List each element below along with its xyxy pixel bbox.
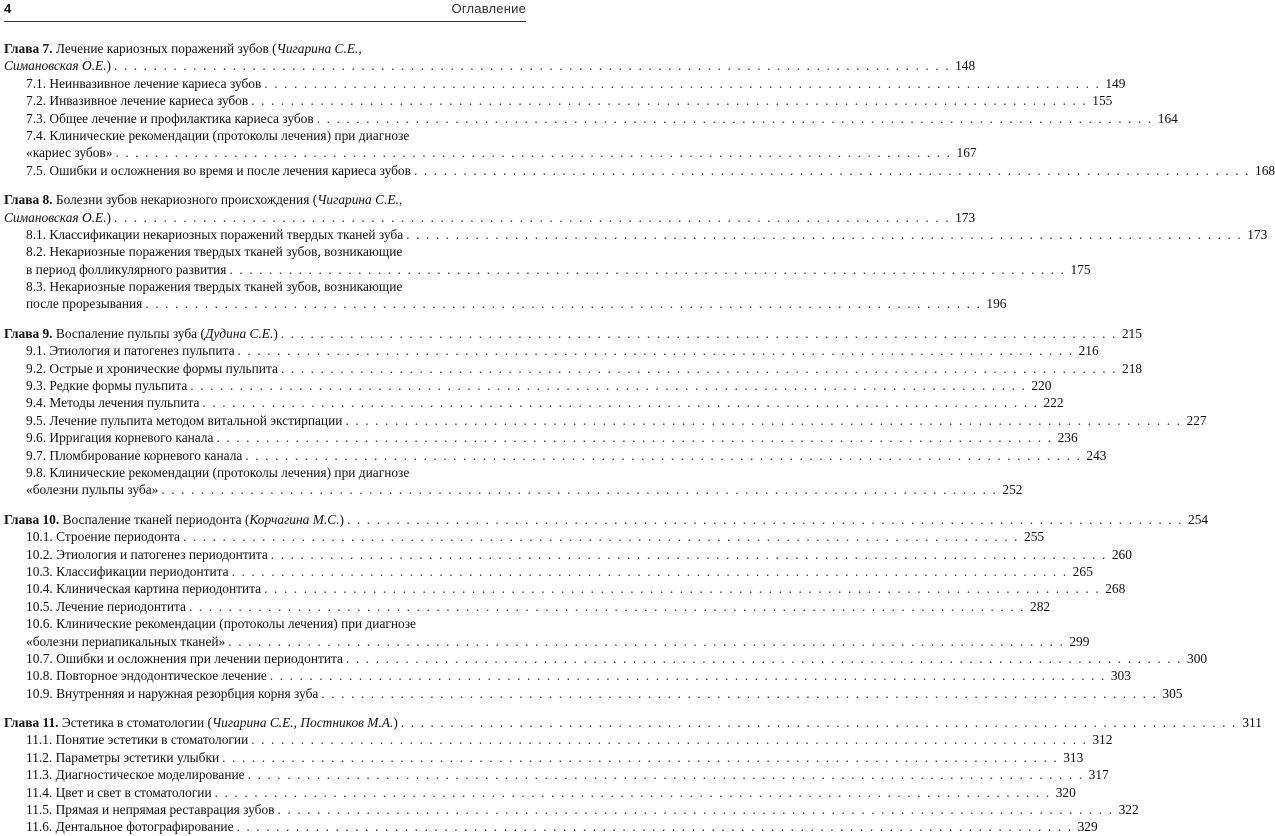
toc-entry [4,464,498,481]
entry-title: 8.3. Некариозные поражения твердых тканей зубов, возникающие [26,279,403,295]
chapter-heading [4,325,1142,342]
chapter-title-text [4,714,398,731]
toc-entry [4,162,1275,179]
page-ref: 320 [1055,784,1076,800]
entry-title-cont: «болезни пульпы зуба» [26,482,159,498]
entry-title: 8.1. Классификации некариозных поражений твердых тканей зуба [26,226,404,242]
toc-entry [4,110,1178,127]
leader-dots [190,377,1026,394]
toc-entry-cont [4,144,977,161]
entry-title-cont: «кариес зубов» [26,145,113,161]
page-ref: 168 [1255,162,1275,178]
page-ref: 227 [1186,412,1207,428]
leader-dots [115,144,951,161]
entry-title: 9.7. Пломбирование корневого канала [26,447,243,463]
toc-entry-cont [4,481,1023,498]
toc-entry [4,580,1126,597]
page-ref: 255 [1024,529,1045,545]
page-ref: 222 [1043,395,1064,411]
leader-dots [238,342,1074,359]
leader-dots [229,261,1065,278]
leader-dots [281,360,1117,377]
chapter-authors: Дудина С.Е. [204,325,274,341]
toc-entry [4,75,1126,92]
chapter-close: ) [106,209,111,225]
toc-entry [4,784,1076,801]
entry-title: 11.4. Цвет и свет в стоматологии [26,784,212,800]
entry-title: 8.2. Некариозные поражения твердых тканей зубов, возникающие [26,244,403,260]
chapter-title: Эстетика в стоматологии ( [58,715,212,731]
leader-dots [347,511,1183,528]
chapter-title-text [4,191,402,208]
page-ref: 216 [1078,343,1099,359]
entry-title: 10.4. Клиническая картина периодонтита [26,581,262,597]
entry-title: 11.2. Параметры эстетики улыбки [26,749,220,765]
entry-title: 9.2. Острые и хронические формы пульпита [26,360,278,376]
entry-title-cont: «болезни периапикальных тканей» [26,633,226,649]
toc-entry [4,818,1098,835]
page-ref: 300 [1187,650,1208,666]
page-ref: 312 [1092,732,1113,748]
entry-title: 10.2. Этиология и патогенез периодонтита [26,546,268,562]
toc-entry [4,92,1113,109]
entry-title: 11.1. Понятие эстетики в стоматологии [26,732,249,748]
toc-entry [4,528,1045,545]
chapter-title-text [4,325,278,342]
toc-entry-cont [4,261,1091,278]
entry-title: 7.5. Ошибки и осложнения во время и после лечения кариеса зубов [26,162,411,178]
leader-dots [183,528,1019,545]
page-ref: 260 [1111,546,1132,562]
leader-dots [281,325,1117,342]
page-header [4,0,526,22]
page-ref: 265 [1072,563,1093,579]
entry-title: 9.5. Лечение пульпита методом витальной экстирпации [26,412,343,428]
leader-dots [245,447,1081,464]
toc-entry [4,429,1078,446]
leader-dots [401,714,1237,731]
entry-title: 9.4. Методы лечения пульпита [26,395,200,411]
page-ref: 164 [1157,110,1178,126]
entry-title: 9.1. Этиология и патогенез пульпита [26,343,235,359]
entry-title: 7.4. Клинические рекомендации (протоколы лечения) при диагнозе [26,127,410,143]
leader-dots [264,75,1100,92]
page-ref: 175 [1070,261,1091,277]
page-ref: 148 [955,58,976,74]
page-ref: 299 [1069,633,1090,649]
chapter-authors: Чигарина С.Е., [317,192,403,208]
toc-entry [4,278,498,295]
page-ref: 282 [1030,598,1051,614]
leader-dots [317,110,1153,127]
chapter-label: Глава 11. [4,715,59,731]
page-ref: 167 [956,145,977,161]
entry-title: 11.6. Дентальное фотографирование [26,819,234,835]
toc-entry [4,447,1107,464]
entry-title: 11.3. Диагностическое моделирование [26,767,245,783]
toc-entry [4,412,1207,429]
entry-title: 10.5. Лечение периодонтита [26,598,186,614]
page-ref: 305 [1162,685,1183,701]
page-ref: 236 [1057,430,1078,446]
chapter-title-cont [4,57,111,74]
page-ref: 149 [1105,75,1126,91]
table-of-contents [4,40,1275,836]
chapter-title-text [4,40,362,57]
leader-dots [271,546,1107,563]
leader-dots [264,580,1100,597]
page-ref: 155 [1092,93,1113,109]
leader-dots [217,429,1053,446]
chapter-close: ) [393,715,398,731]
toc-entry [4,598,1051,615]
leader-dots [345,412,1181,429]
chapter-heading-cont [4,57,976,74]
toc-entry [4,801,1139,818]
page-ref: 173 [1247,226,1268,242]
chapter-label: Глава 8. [4,192,53,208]
toc-entry [4,667,1131,684]
chapter-label: Глава 9. [4,325,53,341]
chapter-heading [4,511,1209,528]
chapter-gap [4,499,498,511]
entry-title: 10.8. Повторное эндодонтическое лечение [26,668,267,684]
chapter-label: Глава 7. [4,41,53,56]
leader-dots [202,394,1038,411]
leader-dots [161,481,997,498]
chapter-authors-cont: Симановская О.Е. [4,209,107,225]
page-ref: 322 [1118,802,1139,818]
chapter-gap [4,179,498,191]
page-ref: 243 [1086,447,1107,463]
chapter-gap [4,313,498,325]
page-ref: 252 [1002,482,1023,498]
toc-entry [4,226,1268,243]
toc-entry [4,360,1143,377]
entry-title: 9.3. Редкие формы пульпита [26,378,188,394]
page-ref: 329 [1077,819,1098,835]
toc-entry [4,394,1064,411]
page-ref: 173 [955,209,976,225]
entry-title: 10.6. Клинические рекомендации (протоколы лечения) при диагнозе [26,616,416,632]
leader-dots [414,162,1250,179]
page-ref: 303 [1110,668,1131,684]
chapter-title-text [4,511,344,528]
toc-entry [4,731,1113,748]
entry-title: 10.9. Внутренняя и наружная резорбция корня зуба [26,685,319,701]
leader-dots [278,801,1114,818]
running-title: Оглавление [451,1,526,16]
leader-dots [222,749,1058,766]
toc-entry [4,342,1099,359]
page-ref: 196 [986,296,1007,312]
leader-dots [251,731,1087,748]
chapter-title-cont [4,209,111,226]
toc-entry [4,685,1183,702]
chapter-label: Глава 10. [4,511,60,527]
entry-title-cont: после прорезывания [26,296,143,312]
leader-dots [251,92,1087,109]
chapter-gap [4,702,498,714]
chapter-title: Болезни зубов некариозного происхождения ( [52,192,318,208]
entry-title: 9.6. Ирригация корневого канала [26,430,214,446]
chapter-authors-cont: Симановская О.Е. [4,58,107,74]
chapter-authors: Чигарина С.Е., Постников М.А. [211,715,394,731]
page-number: 4 [4,1,12,16]
chapter-heading [4,191,498,208]
page-ref: 311 [1242,715,1262,731]
chapter-heading [4,40,498,57]
chapter-heading [4,714,1262,731]
leader-dots [237,818,1073,835]
entry-title: 11.5. Прямая и непрямая реставрация зубов [26,802,275,818]
toc-entry [4,615,498,632]
toc-entry [4,127,498,144]
chapter-close: ) [339,511,344,527]
chapter-close: ) [106,58,111,74]
entry-title: 7.2. Инвазивное лечение кариеса зубов [26,93,249,109]
chapter-authors: Чигарина С.Е., [276,41,362,56]
leader-dots [406,226,1242,243]
page-ref: 268 [1105,581,1126,597]
page-ref: 215 [1121,325,1142,341]
chapter-title: Воспаление пульпы зуба ( [52,325,205,341]
entry-title: 10.3. Классификации периодонтита [26,563,229,579]
leader-dots [270,667,1106,684]
toc-entry [4,377,1052,394]
page-ref: 218 [1122,360,1143,376]
leader-dots [145,295,981,312]
toc-entry [4,546,1132,563]
toc-entry [4,563,1093,580]
page-ref: 220 [1031,378,1052,394]
chapter-close: ) [273,325,278,341]
entry-title: 10.7. Ошибки и осложнения при лечении периодонтита [26,650,343,666]
chapter-title: Воспаление тканей периодонта ( [59,511,250,527]
toc-entry [4,243,498,260]
entry-title: 10.1. Строение периодонта [26,529,180,545]
entry-title: 7.3. Общее лечение и профилактика кариеса зубов [26,110,314,126]
chapter-heading-cont [4,209,976,226]
leader-dots [321,685,1157,702]
toc-entry-cont [4,633,1090,650]
leader-dots [114,57,950,74]
leader-dots [232,563,1068,580]
entry-title: 7.1. Неинвазивное лечение кариеса зубов [26,75,262,91]
entry-title: 9.8. Клинические рекомендации (протоколы лечения) при диагнозе [26,464,410,480]
toc-entry [4,650,1208,667]
leader-dots [189,598,1025,615]
leader-dots [114,209,950,226]
page-ref: 317 [1088,767,1109,783]
page-ref: 254 [1188,511,1209,527]
page-ref: 313 [1063,749,1084,765]
chapter-title: Лечение кариозных поражений зубов ( [52,41,277,56]
leader-dots [346,650,1182,667]
chapter-authors: Корчагина М.С. [249,511,340,527]
toc-entry [4,766,1109,783]
leader-dots [248,766,1084,783]
leader-dots [215,784,1051,801]
entry-title-cont: в период фолликулярного развития [26,261,227,277]
toc-entry [4,749,1084,766]
toc-entry-cont [4,295,1007,312]
leader-dots [228,633,1064,650]
